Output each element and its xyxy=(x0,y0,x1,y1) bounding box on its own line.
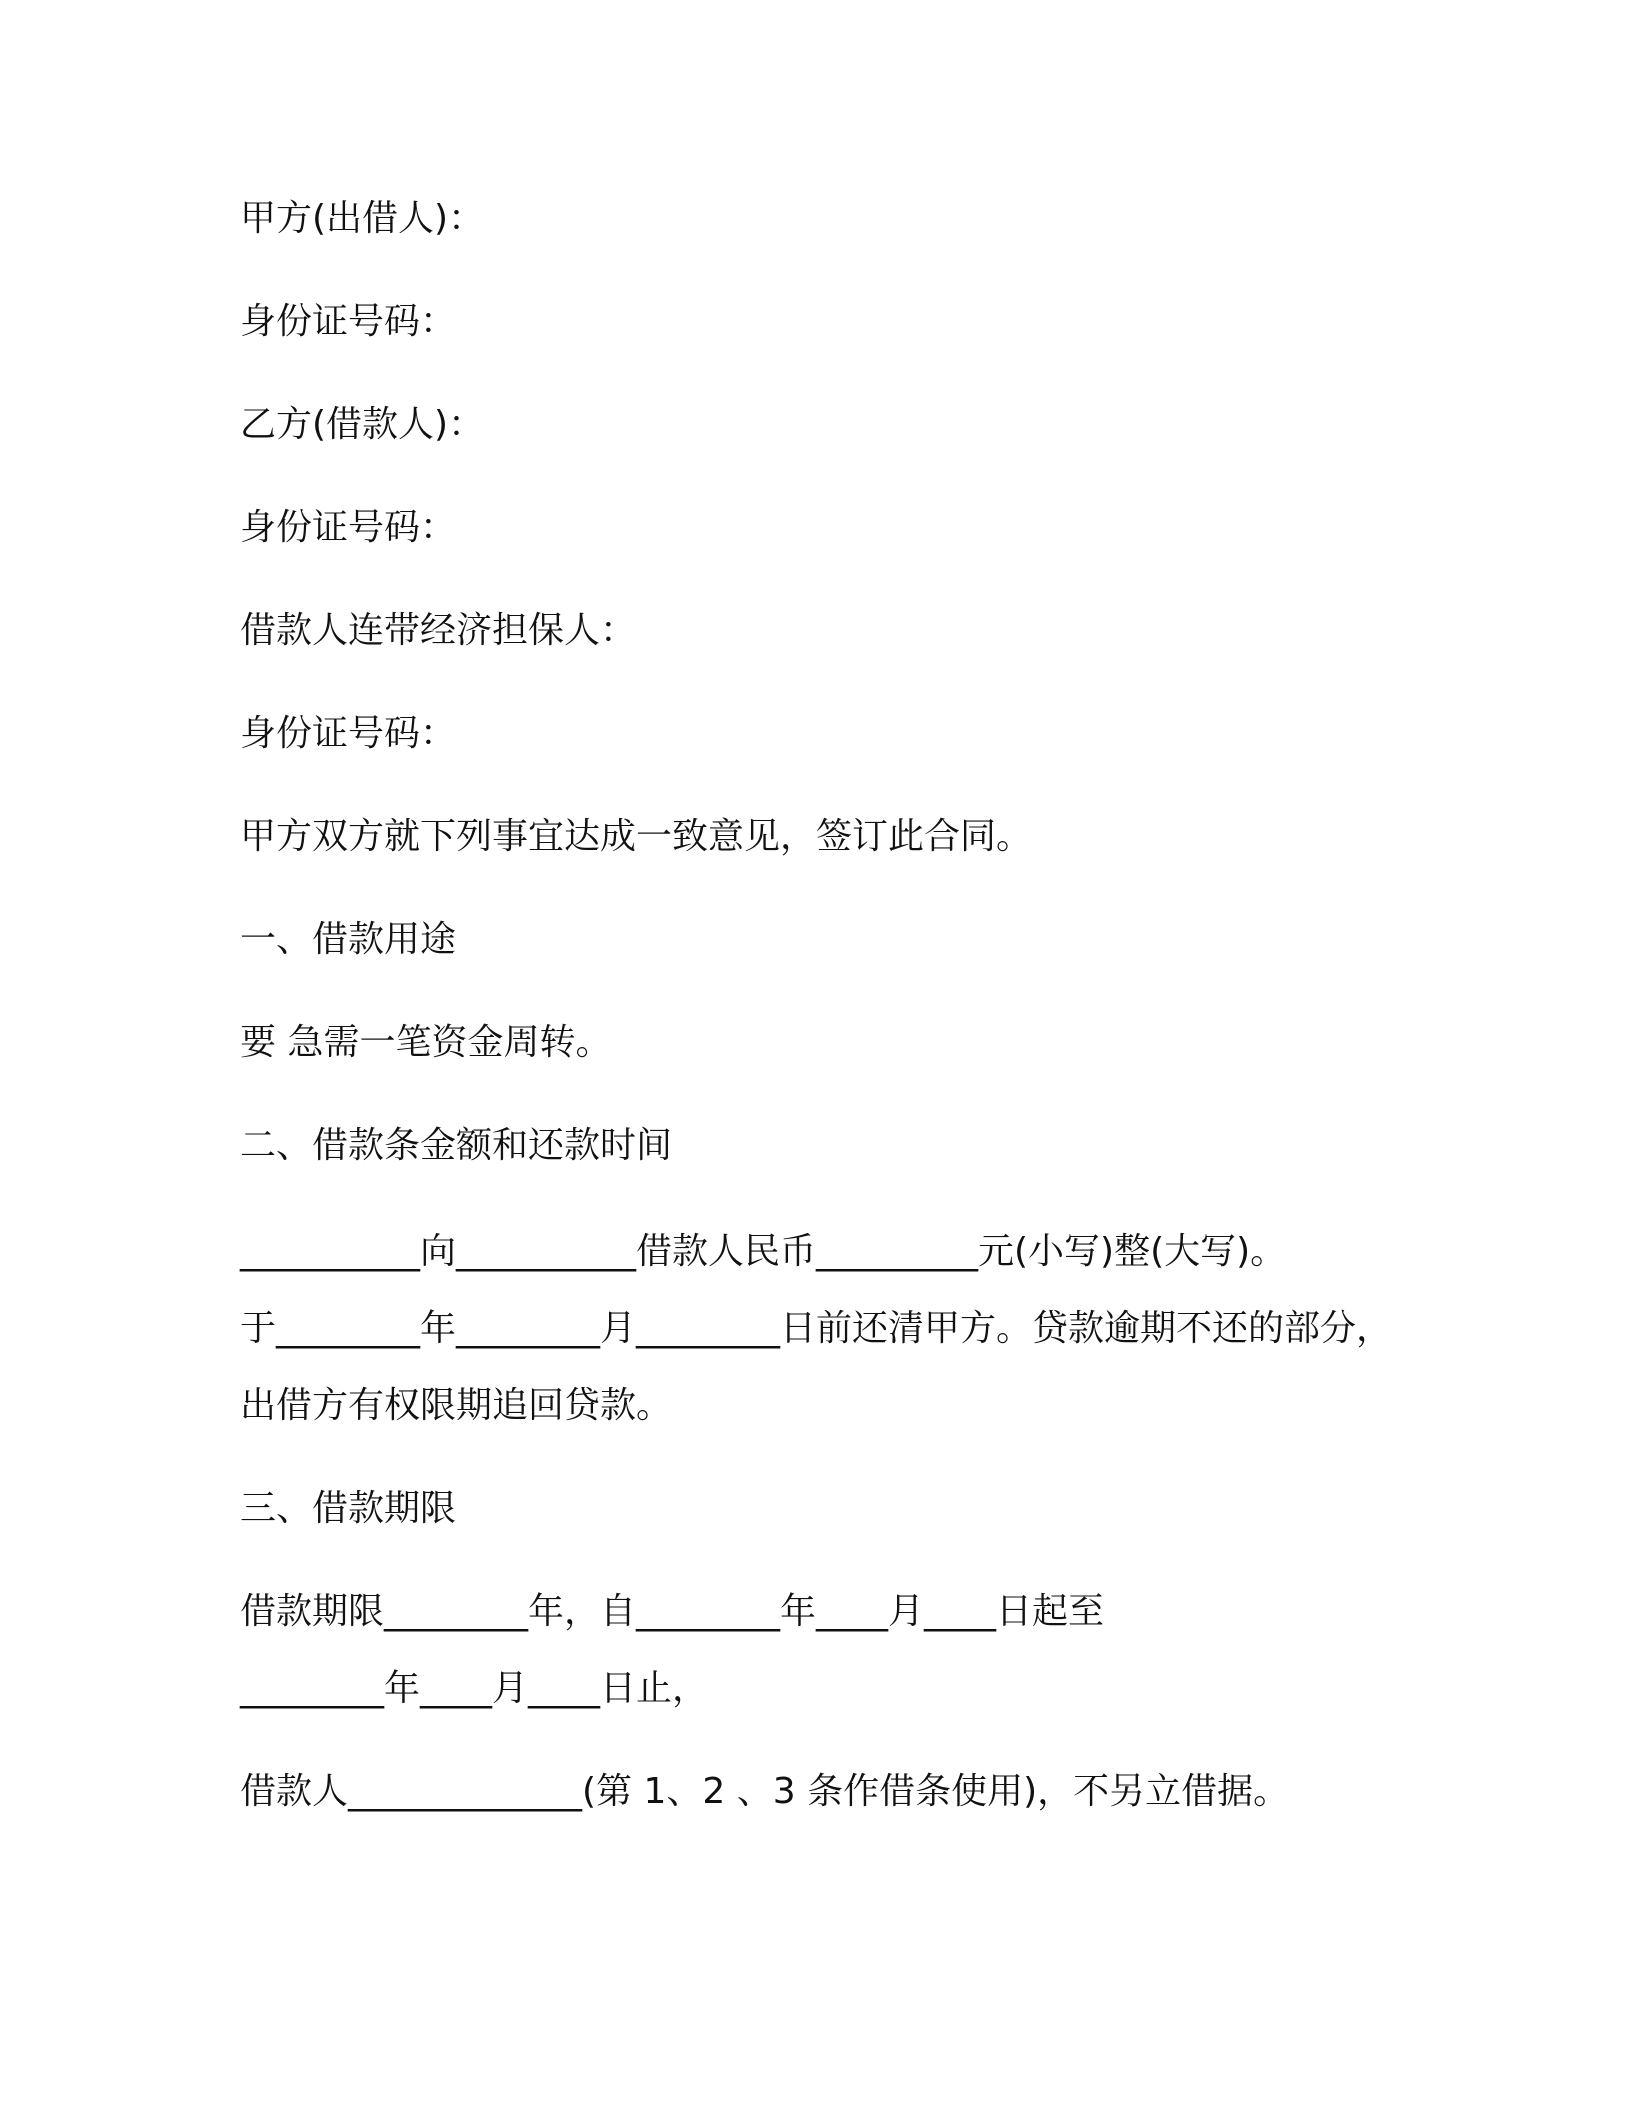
borrower-note-line: 借款人_____________(第 1、2 、3 条作借条使用)，不另立借据。 xyxy=(240,1771,1290,1812)
loan-term-line-1: 借款期限________年，自________年____月____日起至 xyxy=(240,1591,1105,1632)
loan-term-line-2: ________年____月____日止， xyxy=(240,1668,709,1709)
section-3-heading: 三、借款期限 xyxy=(240,1488,457,1529)
party-a-lender-line: 甲方(出借人)： xyxy=(240,198,485,239)
loan-amount-line: __________向__________借款人民币_________元(小写)整(大写)。 xyxy=(240,1231,1287,1272)
section-2-heading: 二、借款条金额和还款时间 xyxy=(240,1125,673,1166)
loan-purpose-text: 要 急需一笔资金周转。 xyxy=(240,1022,612,1063)
party-b-id-line: 身份证号码： xyxy=(240,507,457,548)
repayment-date-line: 于________年________月________日前还清甲方。贷款逾期不还的部分， xyxy=(240,1308,1393,1349)
agreement-intro-line: 甲方双方就下列事宜达成一致意见，签订此合同。 xyxy=(240,816,1033,857)
section-1-heading: 一、借款用途 xyxy=(240,919,457,960)
party-a-id-line: 身份证号码： xyxy=(240,301,457,342)
party-b-borrower-line: 乙方(借款人)： xyxy=(240,404,485,445)
guarantor-id-line: 身份证号码： xyxy=(240,713,457,754)
guarantor-line: 借款人连带经济担保人： xyxy=(240,610,637,651)
recovery-line: 出借方有权限期追回贷款。 xyxy=(240,1385,673,1426)
